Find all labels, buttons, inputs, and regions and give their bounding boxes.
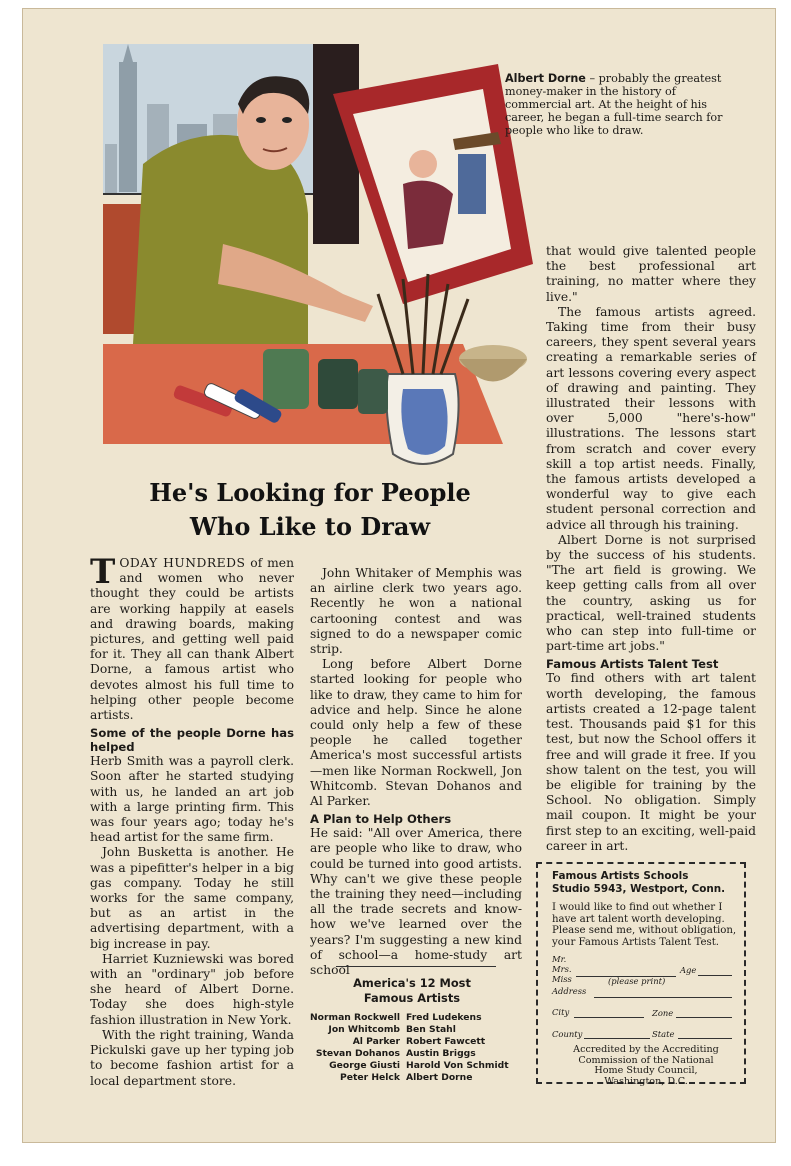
artist-name: Norman Rockwell [309, 1012, 400, 1023]
address-input-line[interactable] [594, 997, 732, 998]
headline [120, 476, 500, 544]
artist-name: Austin Briggs [406, 1048, 476, 1059]
artist-names-list [300, 1012, 530, 1084]
col3-paragraph-2: The famous artists agreed. Taking time from their busy careers, they spent several years creating a remarkable series of art lessons covering every aspect of drawing and painting. They illustrated their lessons with over 5,000 "here's-how" illustrations. The lessons start from scratch and cover every skill a top artist needs. Finally, the famous artists developed a wonderful way to give each student personal correction and advice all through his training. [546, 304, 756, 532]
famous-artists-box [306, 976, 518, 1006]
county-input-line[interactable] [584, 1038, 650, 1039]
artist-name: Fred Ludekens [406, 1012, 482, 1023]
illustration-artist-at-easel [103, 44, 533, 474]
col1-paragraph-2: Herb Smith was a payroll clerk. Soon after he started studying with us, he landed an art job with a large printing firm. This was four years ago; today he's head artist for the same firm. [90, 754, 294, 845]
artist-row [300, 1036, 530, 1048]
drop-cap: T [90, 552, 116, 592]
field-label-zone: Zone [652, 1008, 674, 1018]
field-label-state: State [652, 1029, 675, 1039]
artist-row [300, 1012, 530, 1024]
col2-paragraph-3: He said: "All over America, there are people who like to draw, who could be turned into good artists. Why can't we give these people the training they need—including all the trade secrets and know-how we've learned over the years? I'm suggesting a new kind of school—a home-study art school [310, 826, 522, 978]
col2-paragraph-1: John Whitaker of Memphis was an airline clerk two years ago. Recently he won a national cartooning contest and was signed to do a newspaper comic strip. [310, 566, 522, 657]
field-label-address: Address [552, 986, 587, 996]
artist-name: Robert Fawcett [406, 1036, 486, 1047]
col1-smallcaps: ODAY HUNDREDS [119, 556, 246, 570]
famous-title-2: Famous Artists [363, 991, 461, 1005]
caption [505, 72, 740, 137]
col3-paragraph-3: Albert Dorne is not surprised by the success of his students. "The art field is growing. We keep getting calls from all over the country, asking us for practical, well-trained students who can step into full-time or part-time art jobs." [546, 532, 756, 654]
artist-row [300, 1072, 530, 1084]
caption-name: Albert Dorne [505, 72, 586, 85]
col3-paragraph-4: To find others with art talent worth developing, the famous artists created a 12-page talent test. Thousands paid $1 for this test, but now the School offers it free and will grade it free. If you show talent on the test, you will be eligible for training by the School. No obligation. Simply mail coupon. It might be your first step to an exciting, well-paid career in art. [546, 671, 756, 853]
artist-name: Albert Dorne [406, 1072, 473, 1083]
field-label-city: City [552, 1007, 570, 1017]
coupon-studio: Studio 5943, Westport, Conn. [552, 883, 726, 895]
artist-name: Harold Von Schmidt [406, 1060, 509, 1071]
headline-line-1: He's Looking for People [149, 478, 471, 507]
age-input-line[interactable] [698, 975, 732, 976]
caption-text: – probably the greatest money-maker in the history of commercial art. At the height of his career, he began a full-time search for people who like to draw. [505, 72, 723, 137]
artist-name: Stevan Dohanos [315, 1048, 400, 1059]
artist-row [300, 1060, 530, 1072]
field-label-miss: Miss [552, 974, 572, 984]
col3-heading: Famous Artists Talent Test [546, 657, 719, 672]
divider-rule [336, 966, 496, 967]
paint-jar [263, 349, 309, 409]
col1-p1-text: of men and women who never thought they could be artists are working happily at easels and drawing boards, making pictures, and getting well paid for it. They all can thank Albert Dorne, a famous artist who devotes almost his full time to helping other people become artists. [90, 556, 294, 723]
col2-paragraph-2: Long before Albert Dorne started looking for people who like to draw, they came to him for advice and help. Since he alone could only help a few of these people he called together America's most successful artists —men like Norman Rockwell, Jon Whitcomb. Stevan Dohanos and Al Parker. [310, 657, 522, 809]
coupon-school: Famous Artists Schools [552, 870, 689, 882]
artist-name: Jon Whitcomb [328, 1024, 400, 1035]
city-input-line[interactable] [574, 1017, 644, 1018]
skyscraper [119, 62, 137, 192]
zone-input-line[interactable] [676, 1017, 732, 1018]
artist-row [300, 1024, 530, 1036]
artist-name: George Giusti [329, 1060, 400, 1071]
col2-heading: A Plan to Help Others [310, 812, 452, 827]
headline-line-2: Who Like to Draw [189, 512, 431, 541]
field-label-mrs: Mrs. [552, 964, 572, 974]
artist-name: Al Parker [352, 1036, 400, 1047]
field-label-mr: Mr. [552, 954, 567, 964]
coupon-header [552, 870, 725, 896]
field-label-county: County [552, 1029, 583, 1039]
artist-row [300, 1048, 530, 1060]
column-3 [546, 244, 756, 854]
col3-paragraph-1: that would give talented people the best professional art training, no matter where they live." [546, 244, 756, 304]
accreditation-note: Accredited by the Accrediting Commission of the National Home Study Council, Washington, D.C. [573, 1044, 719, 1087]
artist-name: Ben Stahl [406, 1024, 456, 1035]
state-input-line[interactable] [678, 1038, 732, 1039]
col1-paragraph-3: John Busketta is another. He was a pipefitter's helper in a big gas company. Today he still works for the same company, but as an artist in the advertising department, with a big increase in pay. [90, 845, 294, 951]
col1-heading: Some of the people Dorne has helped [90, 726, 294, 755]
artist-name: Peter Helck [340, 1072, 400, 1083]
famous-title-1: America's 12 Most [353, 976, 471, 990]
field-label-age: Age [680, 965, 697, 975]
coupon-body: I would like to find out whether I have art talent worth developing. Please send me, without obligation, your Famous Artists Talent Test. [552, 902, 737, 948]
col1-paragraph-1 [90, 552, 294, 723]
field-label-please-print: (please print) [608, 976, 666, 986]
mail-coupon[interactable] [536, 862, 746, 1087]
column-2 [310, 566, 522, 978]
column-1 [90, 552, 294, 1089]
col1-paragraph-4: Harriet Kuzniewski was bored with an "ordinary" job before she heard of Albert Dorne. Today she does high-style fashion illustration in New York. [90, 951, 294, 1027]
col1-paragraph-5: With the right training, Wanda Pickulski gave up her typing job to become fashion artist for a local department store. [90, 1027, 294, 1088]
